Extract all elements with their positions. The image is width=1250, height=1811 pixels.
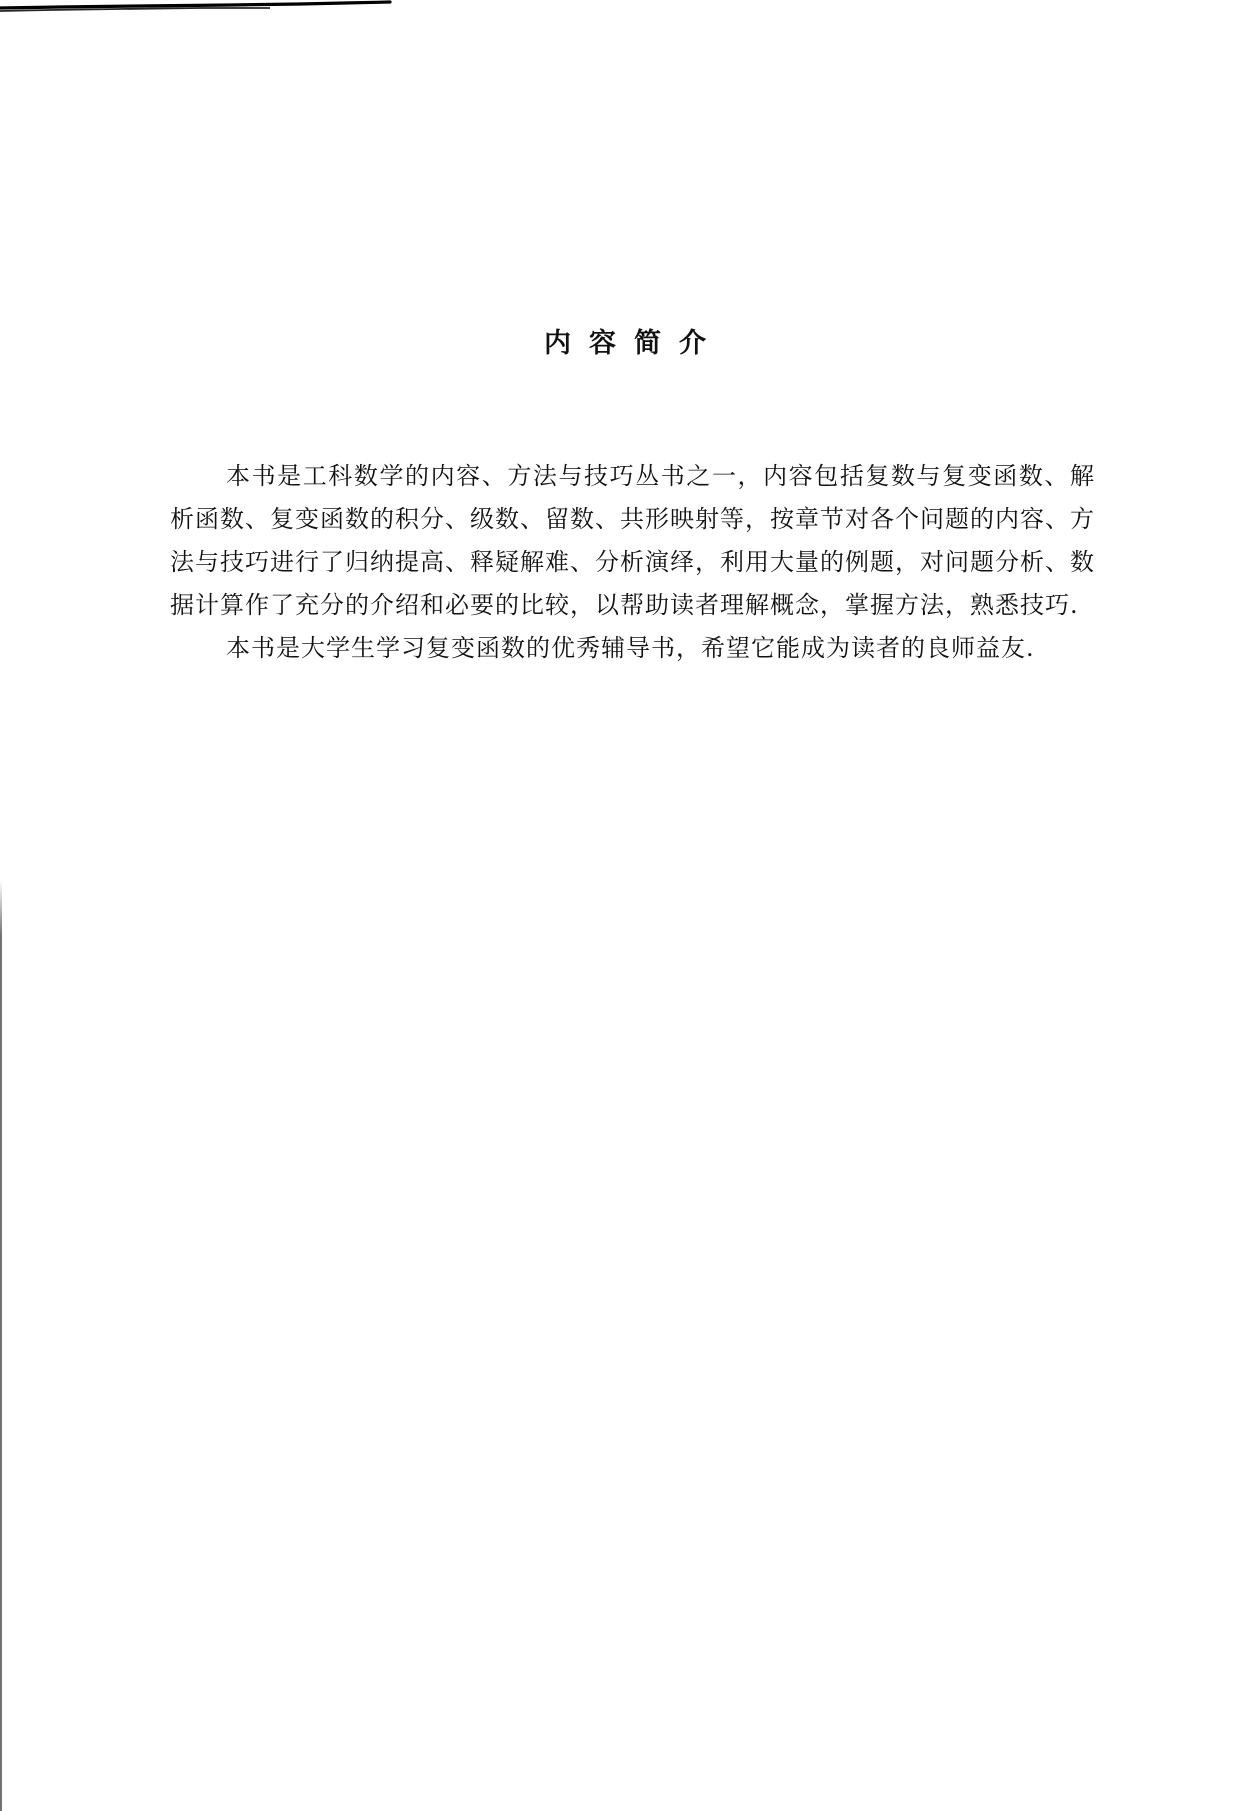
scan-edge-left: [0, 880, 2, 1811]
paragraph-2: 本书是大学生学习复变函数的优秀辅导书，希望它能成为读者的良师益友.: [226, 634, 1035, 662]
scan-edge-top: [0, 0, 390, 12]
page-title-text: 内容简介: [544, 328, 724, 360]
page-title: [0, 324, 1250, 364]
paragraph-1: 本书是工科数学的内容、方法与技巧丛书之一，内容包括复数与复变函数、解析函数、复变函数的积分、级数、留数、共形映射等，按章节对各个问题的内容、方法与技巧进行了归纳提高、释疑解难、分析演绎，利用大量的例题，对问题分析、数据计算作了充分的介绍和必要的比较，以帮助读者理解概念，掌握方法，熟悉技巧.: [170, 462, 1095, 619]
body-text: [170, 455, 1095, 670]
